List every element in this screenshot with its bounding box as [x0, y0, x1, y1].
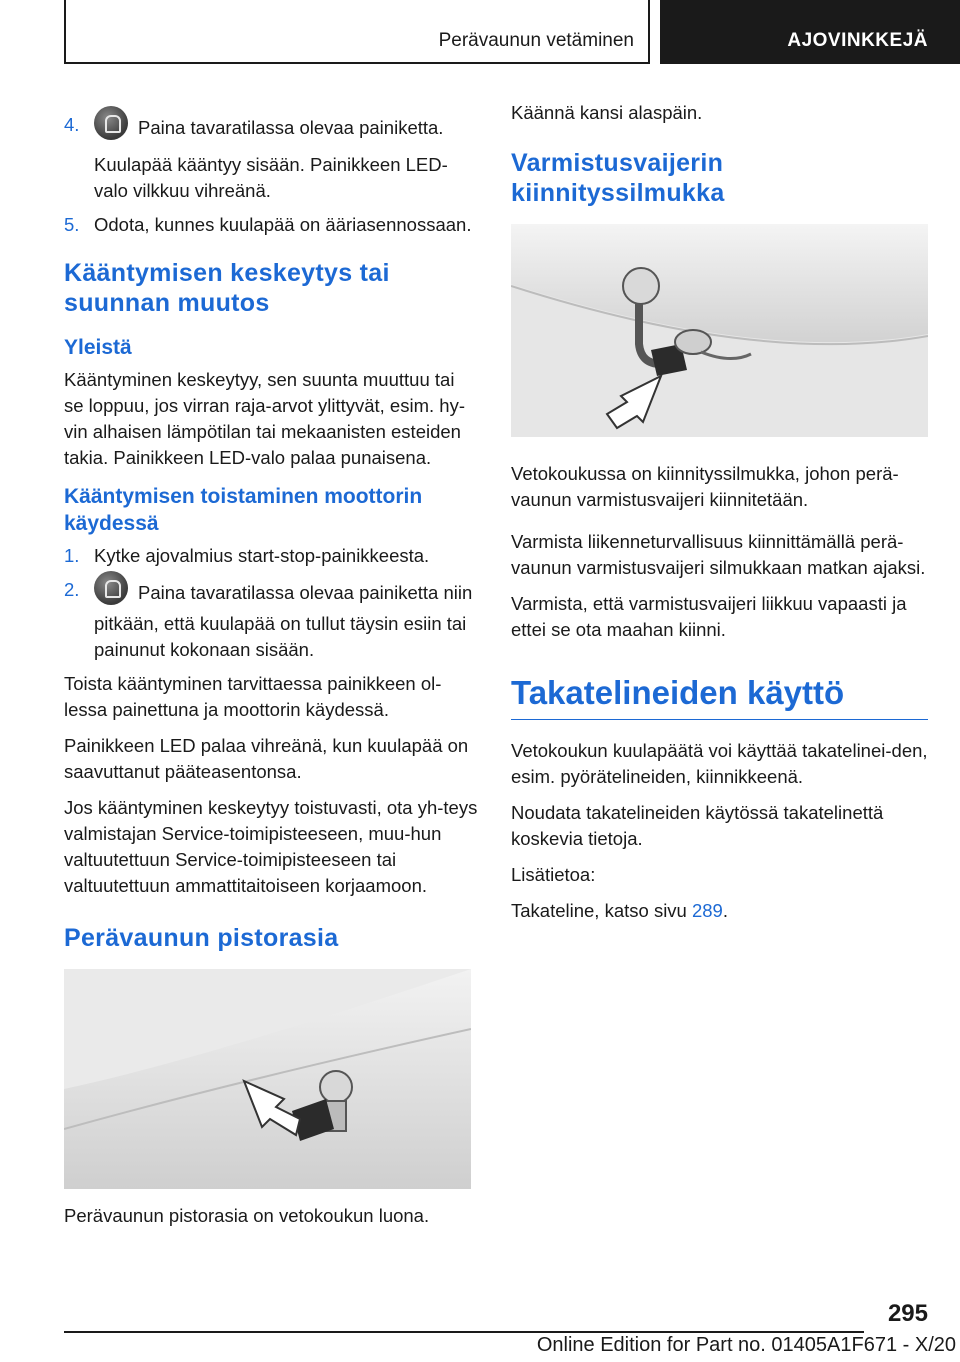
step-number: 4.: [64, 114, 80, 135]
heading-interruption: Kääntymisen keskeytys tai suunnan muutos: [64, 259, 390, 317]
repeat-step-2: [64, 577, 478, 663]
rack-reference-end: .: [722, 900, 728, 921]
header-chapter-tab[interactable]: [660, 0, 960, 64]
safety-eye-caption: Vetokoukussa on kiinnityssilmukka, johon perä-vaunun varmistusvaijeri kiinnitetään.: [511, 463, 899, 510]
step-number: 2.: [64, 579, 80, 600]
heading-socket: Perävaunun pistorasia: [64, 924, 339, 952]
page-number: 295: [887, 1300, 928, 1327]
right-column: [511, 100, 928, 934]
header-chapter-title: AJOVINKKEJÄ: [787, 30, 928, 51]
trunk-button-icon: [94, 571, 128, 605]
rack-paragraph-1: Vetokoukun kuulapäätä voi käyttää takatelinei-den, esim. pyörätelineiden, kiinnikkeenä.: [511, 740, 928, 787]
turn-cover-text: Käännä kansi alaspäin.: [511, 102, 703, 123]
more-info-label: Lisätietoa:: [511, 864, 596, 885]
rack-paragraph-2: Noudata takatelineiden käytössä takatelinettä koskevia tietoja.: [511, 802, 884, 849]
safety-paragraph-2: Varmista, että varmistusvaijeri liikkuu vapaasti ja ettei se ota maahan kiinni.: [511, 593, 907, 640]
trunk-button-icon: [94, 106, 128, 140]
repeat-paragraph-3: Jos kääntyminen keskeytyy toistuvasti, ota yh-teys valmistajan Service-toimipisteeseen, muu-hun valtuutettuun Service-toimipisteeseen tai valtuutettuun ammattitaitoiseen korjaamoon.: [64, 797, 478, 896]
repeat-step-1: [64, 543, 478, 569]
footer-divider: [64, 1331, 864, 1333]
safety-eye-figure: [511, 224, 928, 437]
repeat-paragraph-1: Toista kääntyminen tarvittaessa painikkeen ol-lessa painettuna ja moottorin käydessä.: [64, 673, 442, 720]
rack-reference-text: Takateline, katso sivu: [511, 900, 692, 921]
step-detail: Kuulapää kääntyy sisään. Painikkeen LED-valo vilkkuu vihreänä.: [94, 154, 448, 201]
step-number: 5.: [64, 214, 80, 235]
step-text: Odota, kunnes kuulapää on ääriasennossaan.: [94, 214, 472, 235]
heading-general: Yleistä: [64, 336, 132, 359]
step-4: [64, 112, 478, 204]
step-text: Kytke ajovalmius start-stop-painikkeesta.: [94, 545, 430, 566]
left-column: [64, 112, 478, 1239]
socket-caption: Perävaunun pistorasia on vetokoukun luona.: [64, 1205, 430, 1226]
step-text: Paina tavaratilassa olevaa painiketta niin pitkään, että kuulapää on tullut täysin esiin tai painunut kokonaan sisään.: [94, 581, 473, 660]
rack-reference: [511, 898, 928, 924]
footer-edition: Online Edition for Part no. 01405A1F671 - X/20: [536, 1334, 956, 1356]
rack-reference-page-link[interactable]: 289: [691, 900, 723, 921]
heading-safety-eye: Varmistusvaijerin kiinnityssilmukka: [511, 149, 725, 207]
step-5: [64, 212, 478, 238]
general-paragraph: Kääntyminen keskeytyy, sen suunta muuttuu tai se loppuu, jos virran raja-arvot ylittyvät, esim. hy-vin alhaisen lämpötilan tai mekaanisten esteiden takia. Painikkeen LED-valo palaa punaisena.: [64, 369, 465, 468]
header-section-title: Perävaunun vetäminen: [438, 30, 634, 51]
step-number: 1.: [64, 545, 80, 566]
repeat-paragraph-2: Painikkeen LED palaa vihreänä, kun kuulapää on saavuttanut pääteasentonsa.: [64, 735, 469, 782]
step-text: Paina tavaratilassa olevaa painiketta.: [138, 116, 444, 138]
safety-paragraph-1: Varmista liikenneturvallisuus kiinnittämällä perä-vaunun varmistusvaijeri silmukkaan matkan ajaksi.: [511, 531, 926, 578]
heading-repeat: Kääntymisen toistaminen moottorin käydessä: [64, 485, 423, 535]
trailer-socket-figure: [64, 969, 471, 1189]
header-section-box: [64, 0, 650, 64]
heading-rear-rack: Takatelineiden käyttö: [511, 673, 928, 720]
